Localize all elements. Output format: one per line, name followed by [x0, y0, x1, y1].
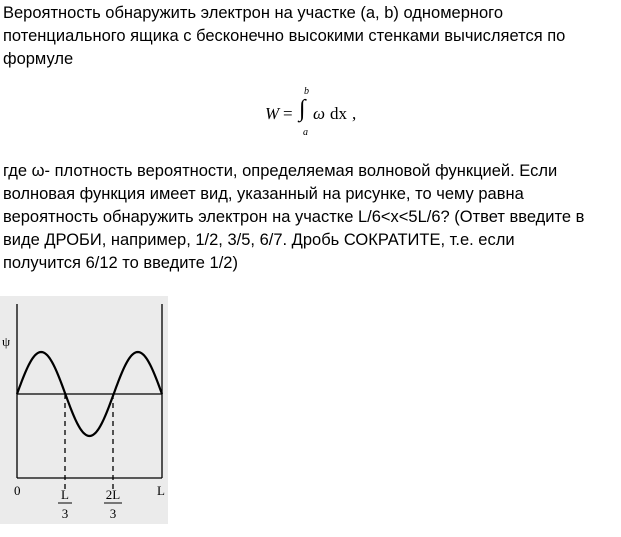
formula-upper-limit: b [304, 86, 309, 97]
formula-trailing-comma: , [352, 104, 357, 123]
formula-differential: dx [330, 104, 347, 123]
formula-integrand: ω [313, 104, 326, 123]
formula-equals: = [283, 104, 293, 123]
problem-intro [3, 2, 615, 71]
x-origin-label: 0 [14, 483, 21, 498]
body-line-4: виде ДРОБИ, например, 1/2, 3/5, 6/7. Дробь СОКРАТИТЕ, т.е. если [3, 231, 515, 249]
wavefunction-figure [0, 296, 170, 528]
problem-body [3, 160, 615, 275]
body-line-1: где ω- плотность вероятности, определяемая волновой функцией. Если [3, 162, 558, 180]
formula-lhs: W [265, 104, 280, 123]
wavefunction-graph [0, 296, 170, 528]
tick-2l3-numerator: 2L [105, 487, 121, 502]
tick-l3-numerator: L [61, 487, 69, 502]
figure-background [0, 296, 168, 524]
body-line-5: получится 6/12 то введите 1/2) [3, 254, 238, 272]
probability-formula [262, 84, 372, 140]
intro-line-3: формуле [3, 50, 74, 68]
x-end-label: L [157, 483, 165, 498]
tick-2l3-denominator: 3 [109, 506, 117, 521]
body-line-2: волновая функция имеет вид, указанный на рисунке, то чему равна [3, 185, 524, 203]
intro-line-1: Вероятность обнаружить электрон на участке (a, b) одномерного [3, 4, 504, 22]
integral-sign: ∫ [299, 96, 306, 122]
intro-line-2: потенциального ящика с бесконечно высокими стенками вычисляется по [3, 27, 566, 45]
tick-l3-denominator: 3 [61, 506, 69, 521]
psi-axis-label: ψ [2, 334, 11, 349]
formula-lower-limit: a [303, 127, 308, 138]
body-line-3: вероятность обнаружить электрон на участке L/6<x<5L/6? (Ответ введите в [3, 208, 585, 226]
